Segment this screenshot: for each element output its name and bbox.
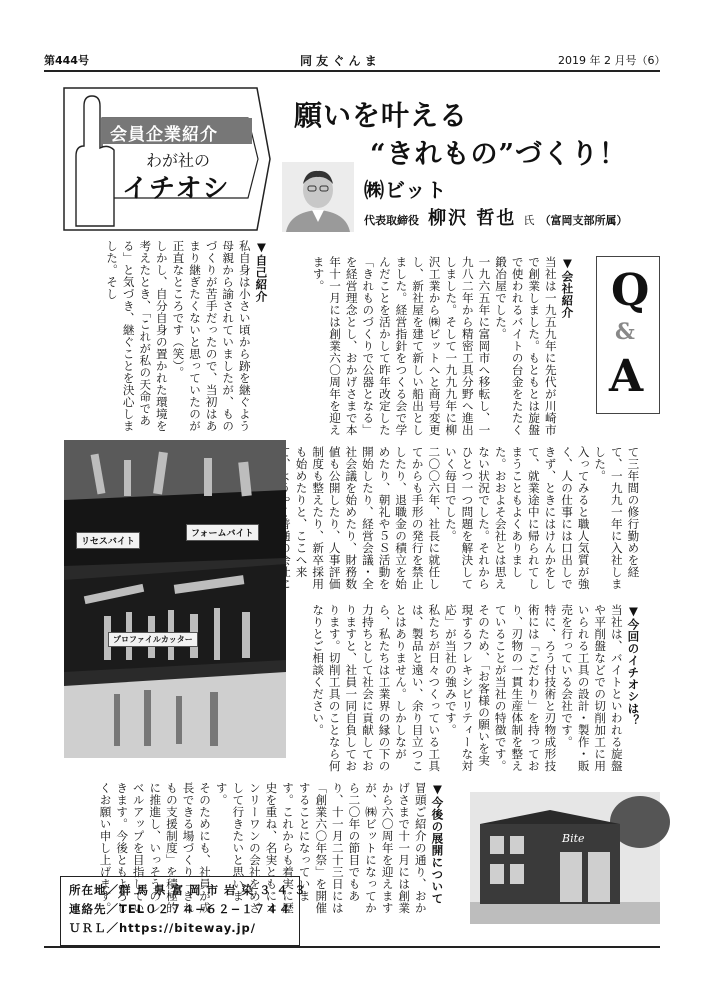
headline-line2: “きれもの”づくり！ [370,139,628,170]
qa-a: A [609,351,644,402]
self-intro-heading: ▼自己紹介 [254,240,269,303]
issue-number: 第444号 [44,54,89,67]
sign-recess-bite: リセスバイト [76,532,140,549]
badge-line3: イチオシ [122,174,230,204]
sign-form-bite: フォームバイト [186,524,259,541]
feature-badge [62,86,272,232]
qa-box [596,256,660,414]
ichioshi-heading: ▼今回のイチオシは？ [626,604,641,727]
self-intro-body: 私自身は小さい頃から跡を継ぐよう母親から諭されていましたが、ものづくりが苦手だったので、当初はあまり継ぎたくないと思っていたのが正直なところです（笑）。 しかし、自分自身の置かれた環境を考えたとき、「これが私の天命である」と気づき、継ぐことを決心しました。そし [105,240,252,432]
sign-profile-cutter: プロファイルカッター [108,632,198,647]
contact-url: ＵＲＬ／https://biteway.jp/ [69,921,256,935]
person-title: 代表取締役 [364,214,419,227]
building-sign: Bite [562,832,585,845]
footer-rule [44,946,660,948]
future-body: 冒頭ご紹介の通り、おかげさまで十一月には創業から六〇周年を迎えますが、㈱ビットになってから二〇年の節目でもあり、十一月二十三日には「創業六〇年祭」を開催することになっています。これからも着実に歴史を重ね、名実ともにオンリーワンの会社をめざして行きたいと思います。 そのためにも、社員が成長できる場づくり「きれもの支援制度」を積極的に推進し、いっそうのレベルアップを目指していきます。今後ともよろしくお願い申し上げます。 [98,782,428,914]
tools-display-image [64,440,286,758]
header-rule [44,70,660,72]
building-photo [470,792,660,924]
building-image [470,792,660,924]
person-line [364,204,628,230]
person-portrait-icon [282,162,354,232]
badge-line2: わが社の [146,151,211,170]
company-intro-column [294,256,592,438]
company-intro-body: 当社は一九五九年に先代が川崎市で創業しました。もともとは旋盤で使われるバイトの台金をたたく鍛冶屋でした。 一九六五年に富岡市へ移転し、一九八二年から精密工具分野へ進出しました。そして一九九九年に柳沢工業から㈱ビットへと商号変更し、新社屋を建て新しい船出としました。経営指針をつくる会で学んだことを活かして昨年改定した「きれものづくりで公器となる」を経営理念とし、おかげさまで本年十一月には創業六〇周年を迎えます。 [311,256,558,436]
paper-title: 同 友 ぐ ん ま [300,54,377,68]
contact-box [60,876,307,946]
person-suffix: 氏 [523,214,535,227]
contact-address: 所在地／群 馬 県 富 岡 市 岩 染 ３ ４ ３ [69,883,307,897]
history-body: て三年間の修行勤めを経て、一九九一年に入社しました。 入ってみると職人気質が強く、人の仕事には口出しできず、ときにはけんかをして、就業途中に帰られてしまうこともよくありました。おおよそ会社とは思えない状況でした。それからひとつ一つ問題を解決していく毎日でした。 二〇〇六年、社長に就任してからも手形の発行を禁止したり、退職金の積立を始めたり、朝礼や５Ｓ活動を開始したり、経営会議・全社会議を始めたり、財務数値も公開したり、人事評価制度も整えたり、新卒採用も始めたりと、ここへ来 [294,446,641,590]
person-branch: （富岡支部所属） [539,214,628,227]
ichioshi-column [294,604,658,776]
history-column [294,446,658,598]
person-name: 柳沢 哲也 [428,208,517,229]
portrait-photo [282,162,354,232]
company-intro-heading: ▼会社紹介 [560,256,575,319]
future-heading: ▼今後の展開について [430,782,445,905]
qa-amp: & [615,319,635,345]
tools-photo [64,440,286,758]
self-intro-column [60,240,286,436]
issue-date: 2019 年 2 月号（6） [558,54,666,67]
ichioshi-body: 当社は、バイトといわれる旋盤や平削盤などでの切削加工に用いられる工具の設計・製作・販売を行っている会社です。 特に、ろう付技術と刃物成形技術には「こだわり」を持っており、刃物の一貫生産体制を整えていることが当社の特徴です。 そのため、「お客様の願いを実現するフレキシビリティーな対応」が当社の強みです。 私たちが日々つくっている工具は、製品と遠い、余り目立つことはありません。しかしながら、私たちは工業界の縁の下の力持ちとして社会に貢献しておりますと、社員一同自負しております。切削工具のことなら何なりとご相談ください。 [311,604,624,772]
contact-tel: 連絡先／TEL０２７４−６２−１７４４ [69,902,292,916]
badge-line1: 会員企業紹介 [110,125,218,145]
qa-q: Q [611,265,650,316]
company-name: ㈱ビット [364,178,448,202]
headline-line1: 願いを叶える [294,99,469,132]
